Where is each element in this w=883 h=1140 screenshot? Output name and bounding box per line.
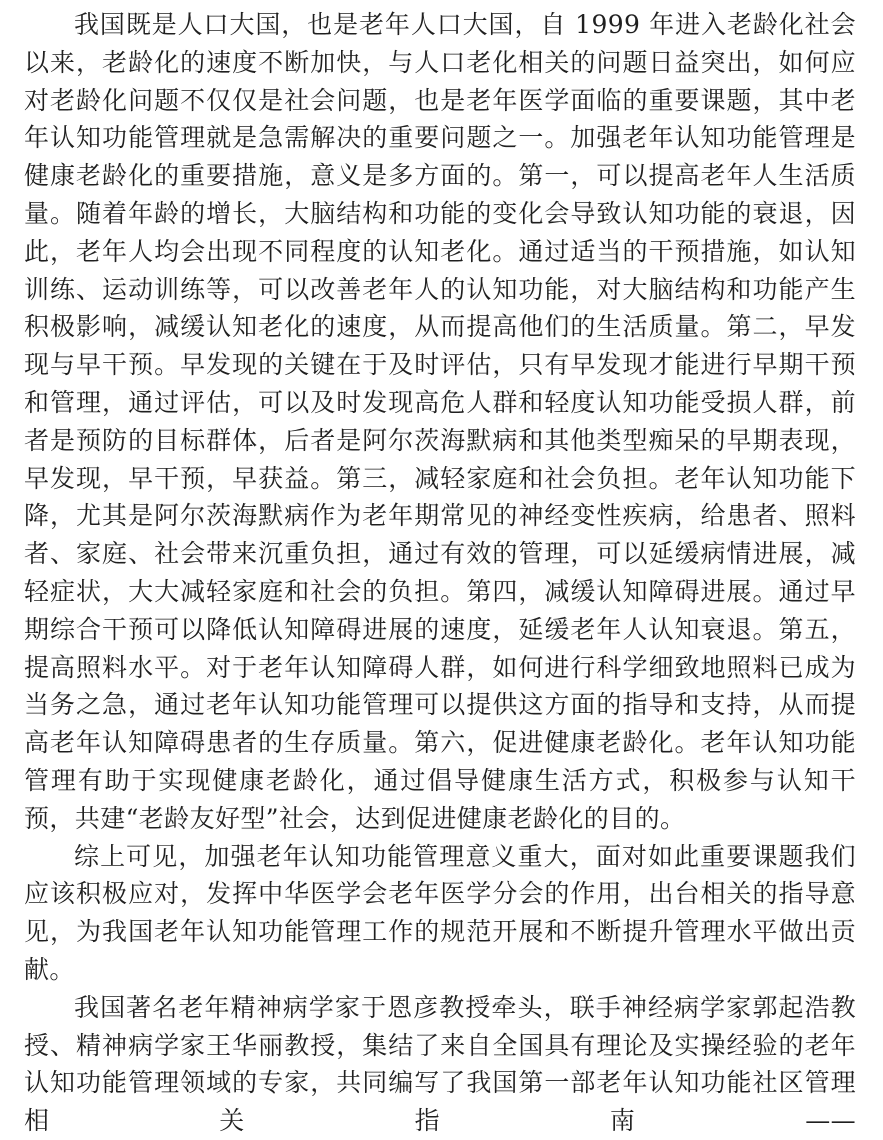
paragraph-significance: 我国既是人口大国，也是老年人口大国，自 1999 年进入老龄化社会以来，老龄化的速度不断加快，与人口老化相关的问题日益突出，如何应对老龄化问题不仅仅是社会问题，也是老年医学面临的重要课题，其中老年认知功能管理就是急需解决的重要问题之一。加强老年认知功能管理是健康老龄化的重要措施，意义是多方面的。第一，可以提高老年人生活质量。随着年龄的增长，大脑结构和功能的变化会导致认知功能的衰退，因此，老年人均会出现不同程度的认知老化。通过适当的干预措施，如认知训练、运动训练等，可以改善老年人的认知功能，对大脑结构和功能产生积极影响，减缓认知老化的速度，从而提高他们的生活质量。第二，早发现与早干预。早发现的关键在于及时评估，只有早发现才能进行早期干预和管理，通过评估，可以及时发现高危人群和轻度认知功能受损人群，前者是预防的目标群体，后者是阿尔茨海默病和其他类型痴呆的早期表现，早发现，早干预，早获益。第三，减轻家庭和社会负担。老年认知功能下降，尤其是阿尔茨海默病作为老年期常见的神经变性疾病，给患者、照料者、家庭、社会带来沉重负担，通过有效的管理，可以延缓病情进展，减轻症状，大大减轻家庭和社会的负担。第四，减缓认知障碍进展。通过早期综合干预可以降低认知障碍进展的速度，延缓老年人认知衰退。第五，提高照料水平。对于老年认知障碍人群，如何进行科学细致地照料已成为当务之急，通过老年认知功能管理可以提供这方面的指导和支持，从而提高老年认知障碍患者的生存质量。第六，促进健康老龄化。老年认知功能管理有助于实现健康老龄化，通过倡导健康生活方式，积极参与认知干预，共建“老龄友好型”社会，达到促进健康老龄化的目的。 bbox=[24, 10, 856, 833]
paragraph-summary: 综上可见，加强老年认知功能管理意义重大，面对如此重要课题我们应该积极应对，发挥中华医学会老年医学分会的作用，出台相关的指导意见，为我国老年认知功能管理工作的规范开展和不断提升管理水平做出贡献。 bbox=[24, 841, 856, 984]
paragraph-authors: 我国著名老年精神病学家于恩彦教授牵头，联手神经病学家郭起浩教授、精神病学家王华丽教授，集结了来自全国具有理论及实操经验的老年认知功能管理领域的专家，共同编写了我国第一部老年认知功能社区管理相关指南—— bbox=[24, 992, 856, 1136]
document-page bbox=[24, 6, 856, 1140]
